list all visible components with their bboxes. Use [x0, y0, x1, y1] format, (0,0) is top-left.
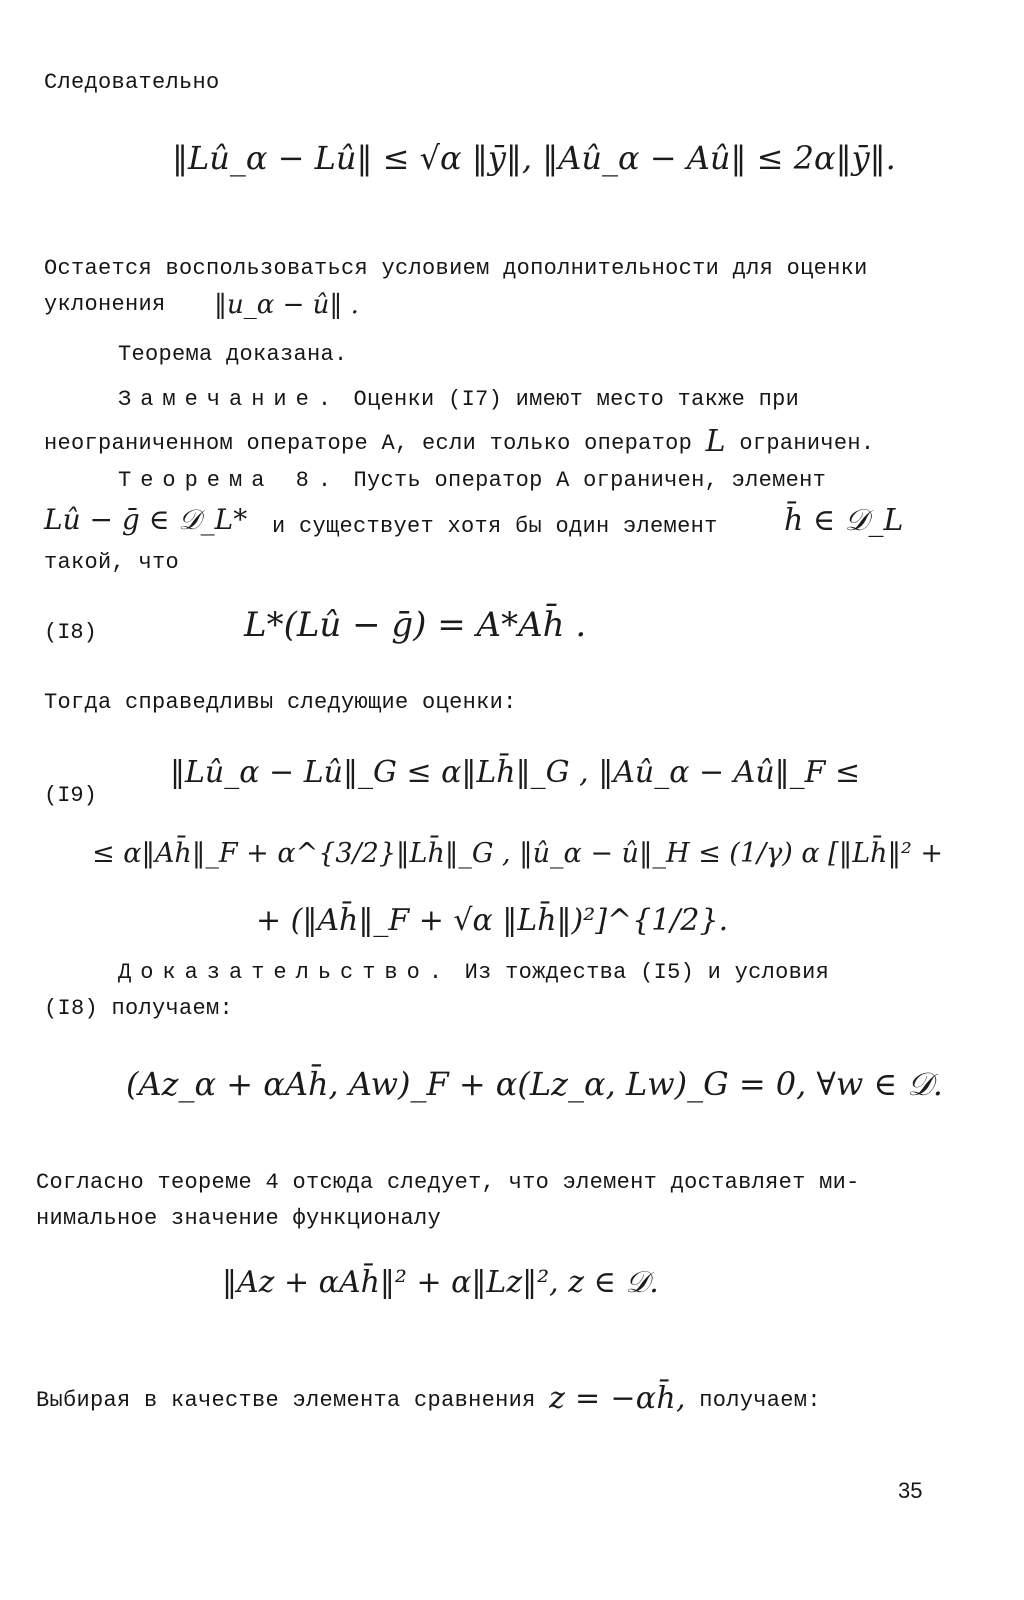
- text-line-9: такой, что: [44, 550, 180, 575]
- text-line-15a: Выбирая в качестве элемента сравнения: [36, 1388, 536, 1413]
- text-line-15b: получаем:: [699, 1388, 821, 1413]
- text-line-10: Тогда справедливы следующие оценки:: [44, 690, 517, 715]
- remark-text: Оценки (I7) имеют место также при: [353, 387, 800, 412]
- proof-heading: Доказательство.: [118, 960, 452, 985]
- theorem-text: Пусть оператор А ограничен, элемент: [353, 468, 827, 493]
- proof-line: [118, 962, 829, 984]
- equation-label-19: (I9): [44, 783, 97, 808]
- formula-membership-2: h̄ ∈ 𝒟_L: [784, 503, 904, 538]
- formula-eq19-line-3: + (‖Ah̄‖_F + √α ‖Lh̄‖)²]^{1/2}.: [256, 903, 729, 938]
- formula-comparison-element: z = −αh̄,: [549, 1381, 686, 1416]
- formula-operator-l: L: [705, 424, 726, 459]
- text-line-1: Следовательно: [44, 70, 220, 95]
- text-line-12: (I8) получаем:: [44, 996, 234, 1021]
- text-line-8: и существует хотя бы один элемент: [272, 514, 718, 539]
- remark-heading: Замечание.: [118, 387, 341, 412]
- formula-norm-estimates: ‖Lû_α − Lû‖ ≤ √α ‖ȳ‖, ‖Aû_α − Aû‖ ≤ 2α‖ȳ‖.: [172, 139, 896, 177]
- formula-eq19-line-1: ‖Lû_α − Lû‖_G ≤ α‖Lh̄‖_G , ‖Aû_α − Aû‖_F ≤: [170, 755, 861, 790]
- theorem-heading: Теорема 8.: [118, 468, 341, 493]
- text-line-14: нимальное значение функционалу: [36, 1206, 442, 1231]
- formula-functional: ‖Az + αAh̄‖² + α‖Lz‖², z ∈ 𝒟.: [222, 1265, 659, 1300]
- text-line-15: [36, 1381, 821, 1416]
- formula-deviation: ‖u_α − û‖ .: [214, 290, 359, 320]
- equation-label-18: (I8): [44, 620, 97, 645]
- theorem-line: [118, 470, 826, 492]
- text-line-6a: неограниченном операторе А, если только оператор: [44, 431, 693, 456]
- text-line-13: Согласно теореме 4 отсюда следует, что элемент доставляет ми-: [36, 1170, 860, 1195]
- page-number: 35: [898, 1478, 923, 1503]
- formula-eq18: L*(Lû − ḡ) = A*Ah̄ .: [244, 605, 587, 645]
- text-line-4: Теорема доказана.: [118, 342, 348, 367]
- proof-text: Из тождества (I5) и условия: [464, 960, 830, 985]
- formula-identity: (Az_α + αAh̄, Aw)_F + α(Lz_α, Lw)_G = 0, ∀w ∈ 𝒟.: [126, 1065, 943, 1103]
- text-line-3: уклонения: [44, 292, 166, 317]
- text-line-6: [44, 424, 875, 459]
- text-line-2: Остается воспользоваться условием дополнительности для оценки: [44, 256, 868, 281]
- formula-eq19-line-2: ≤ α‖Ah̄‖_F + α^{3/2}‖Lh̄‖_G , ‖û_α − û‖_H ≤ (1/γ) α [‖Lh̄‖² +: [92, 838, 944, 869]
- text-line-6b: ограничен.: [739, 431, 875, 456]
- formula-membership-1: Lû − ḡ ∈ 𝒟_L*: [44, 503, 248, 536]
- remark-line: [118, 389, 799, 411]
